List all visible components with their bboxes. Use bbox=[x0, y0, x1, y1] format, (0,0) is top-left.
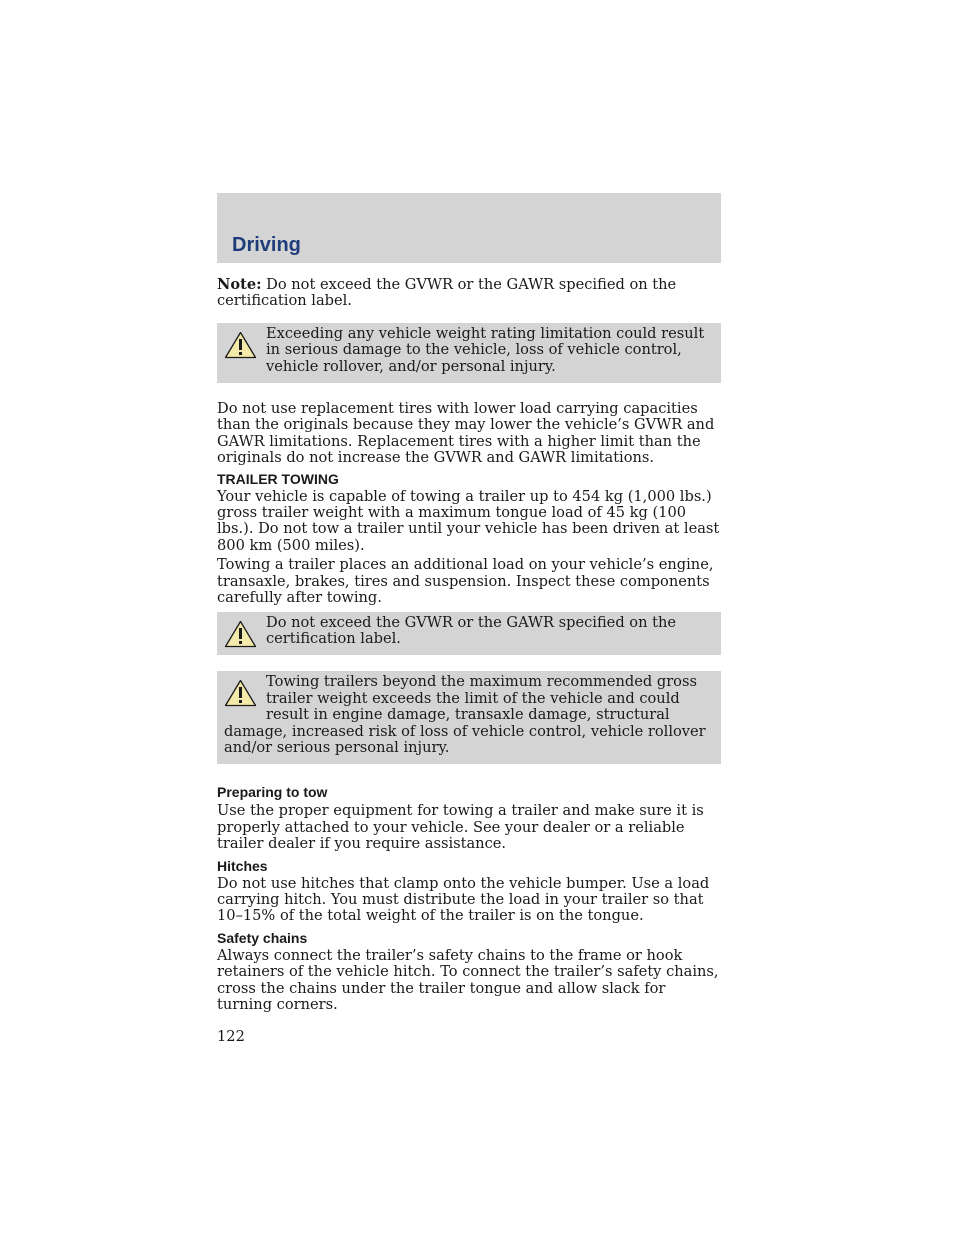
note-paragraph bbox=[217, 277, 721, 310]
note-label: Note: bbox=[217, 276, 262, 293]
warning-triangle-icon bbox=[224, 331, 257, 359]
warning-text: Exceeding any vehicle weight rating limitation could result in serious damage to the vehicle, loss of vehicle control, vehicle rollover, and/or personal injury. bbox=[266, 324, 705, 375]
section-title: Driving bbox=[232, 234, 301, 256]
paragraph-chains: Always connect the trailer’s safety chains to the frame or hook retainers of the vehicle hitch. To connect the trailer’s safety chains, cross the chains under the trailer tongue and allow slack for turning corners. bbox=[217, 946, 719, 1013]
heading-hitches: Hitches bbox=[217, 857, 268, 874]
paragraph-tires: Do not use replacement tires with lower load carrying capacities than the originals because they may lower the vehicle’s GVWR and GAWR limitations. Replacement tires with a higher limit than the originals do not increase the GVWR and GAWR limitations. bbox=[217, 400, 715, 467]
warning-box bbox=[217, 323, 721, 383]
warning-box bbox=[217, 671, 721, 764]
warning-triangle-icon bbox=[224, 679, 257, 707]
heading-trailer-towing: TRAILER TOWING bbox=[217, 470, 339, 487]
section-header bbox=[217, 193, 721, 263]
paragraph-capacity: Your vehicle is capable of towing a trailer up to 454 kg (1,000 lbs.) gross trailer weight with a maximum tongue load of 45 kg (100 lbs.). Do not tow a trailer until your vehicle has been driven at least 800 km (500 miles). bbox=[217, 487, 720, 554]
page-number: 122 bbox=[217, 1028, 245, 1046]
paragraph-load: Towing a trailer places an additional load on your vehicle’s engine, transaxle, brakes, tires and suspension. Inspect these components carefully after towing. bbox=[217, 556, 714, 607]
note-text: Do not exceed the GVWR or the GAWR specified on the certification label. bbox=[217, 276, 677, 310]
heading-preparing: Preparing to tow bbox=[217, 784, 328, 801]
heading-safety-chains: Safety chains bbox=[217, 929, 308, 946]
warning-box bbox=[217, 612, 721, 656]
paragraph-hitches: Do not use hitches that clamp onto the vehicle bumper. Use a load carrying hitch. You must distribute the load in your trailer so that 10–15% of the total weight of the trailer is on the tongue. bbox=[217, 874, 710, 925]
manual-page bbox=[217, 193, 721, 1045]
warning-text: Do not exceed the GVWR or the GAWR specified on the certification label. bbox=[266, 613, 677, 647]
paragraph-preparing: Use the proper equipment for towing a trailer and make sure it is properly attached to your vehicle. See your dealer or a reliable trailer dealer if you require assistance. bbox=[217, 802, 704, 853]
warning-text: Towing trailers beyond the maximum recommended gross trailer weight exceeds the limit of the vehicle and could result in engine damage, transaxle damage, structural damage, increased risk of loss of vehicle control, vehicle rollover and/or serious personal injury. bbox=[224, 673, 706, 756]
warning-triangle-icon bbox=[224, 620, 257, 648]
